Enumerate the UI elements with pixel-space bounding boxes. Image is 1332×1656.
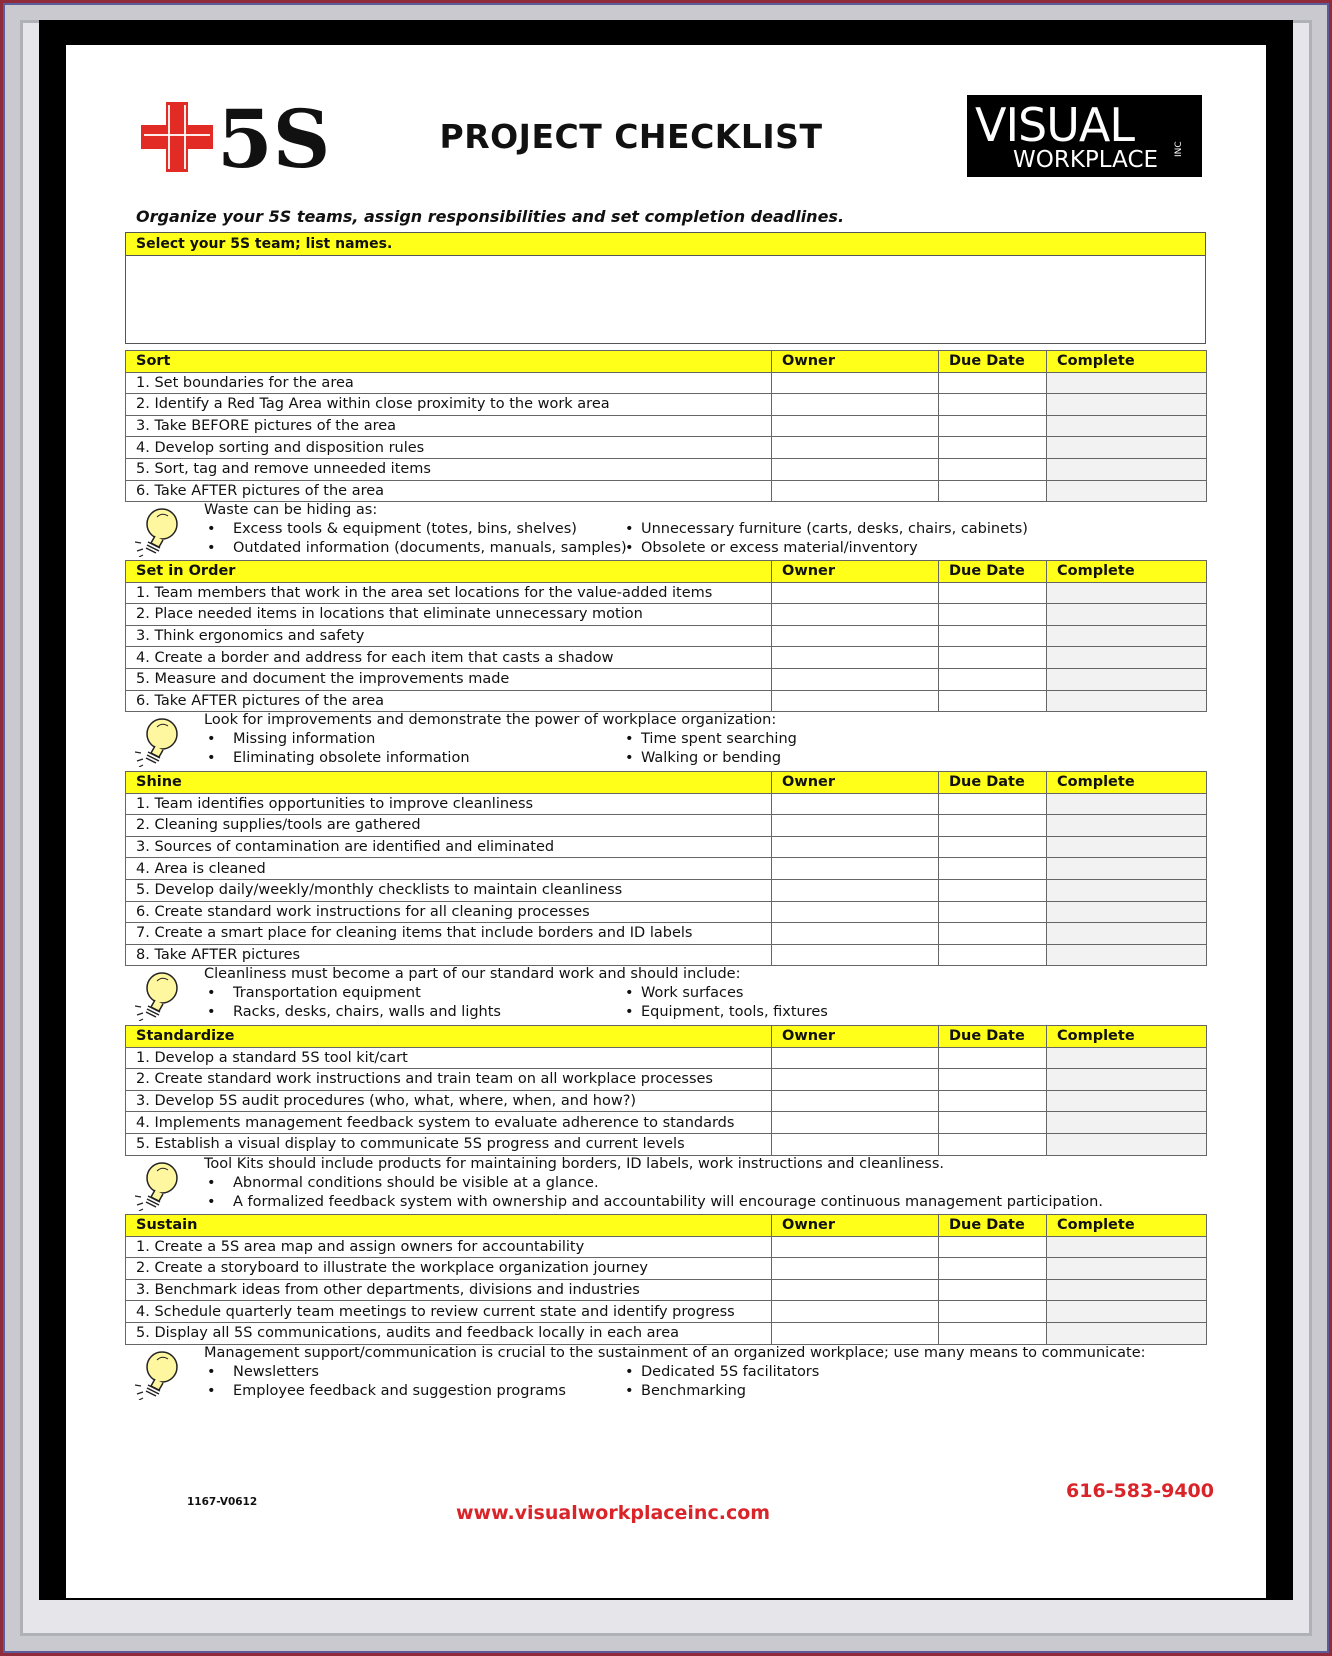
task-text: 5. Measure and document the improvements made xyxy=(126,668,772,690)
task-text: 2. Create a storyboard to illustrate the workplace organization journey xyxy=(126,1258,772,1280)
owner-column-header: Owner xyxy=(772,1026,939,1048)
complete-cell[interactable] xyxy=(1047,1279,1207,1301)
checklist-row xyxy=(126,372,1207,394)
complete-cell[interactable] xyxy=(1047,1112,1207,1134)
tip-list-right xyxy=(625,1363,819,1401)
lightbulb-icon xyxy=(135,1348,183,1400)
owner-cell[interactable] xyxy=(772,582,939,604)
red-cross-icon xyxy=(141,102,213,172)
task-text: 2. Create standard work instructions and train team on all workplace processes xyxy=(126,1069,772,1091)
due-date-column-header: Due Date xyxy=(939,561,1047,583)
complete-cell[interactable] xyxy=(1047,1236,1207,1258)
owner-cell[interactable] xyxy=(772,1069,939,1091)
task-text: 8. Take AFTER pictures xyxy=(126,944,772,966)
team-names-box[interactable] xyxy=(125,232,1206,344)
owner-cell[interactable] xyxy=(772,815,939,837)
complete-cell[interactable] xyxy=(1047,668,1207,690)
checklist-row xyxy=(126,815,1207,837)
complete-cell[interactable] xyxy=(1047,793,1207,815)
tip-list-right xyxy=(625,730,797,768)
lightbulb-icon xyxy=(135,505,183,557)
task-text: 3. Sources of contamination are identified and eliminated xyxy=(126,836,772,858)
owner-cell[interactable] xyxy=(772,1322,939,1344)
due-date-cell[interactable] xyxy=(939,879,1047,901)
task-text: 3. Develop 5S audit procedures (who, what, where, when, and how?) xyxy=(126,1090,772,1112)
complete-column-header: Complete xyxy=(1047,1026,1207,1048)
tip-list-right xyxy=(625,520,1028,558)
section-3 xyxy=(125,1025,1206,1218)
section-header-row xyxy=(126,772,1207,794)
checklist-row xyxy=(126,879,1207,901)
task-text: 4. Develop sorting and disposition rules xyxy=(126,437,772,459)
owner-cell[interactable] xyxy=(772,604,939,626)
lightbulb-icon xyxy=(135,715,183,767)
due-date-cell[interactable] xyxy=(939,415,1047,437)
checklist-row xyxy=(126,1279,1207,1301)
complete-column-header: Complete xyxy=(1047,1215,1207,1237)
complete-column-header: Complete xyxy=(1047,351,1207,373)
complete-cell[interactable] xyxy=(1047,604,1207,626)
complete-cell[interactable] xyxy=(1047,372,1207,394)
owner-cell[interactable] xyxy=(772,923,939,945)
due-date-column-header: Due Date xyxy=(939,1026,1047,1048)
task-text: 1. Create a 5S area map and assign owners for accountability xyxy=(126,1236,772,1258)
due-date-cell[interactable] xyxy=(939,858,1047,880)
tip-item: • Dedicated 5S facilitators xyxy=(625,1363,819,1382)
owner-cell[interactable] xyxy=(772,836,939,858)
task-text: 2. Identify a Red Tag Area within close proximity to the work area xyxy=(126,394,772,416)
task-text: 5. Display all 5S communications, audits and feedback locally in each area xyxy=(126,1322,772,1344)
tip-list-right xyxy=(625,984,828,1022)
checklist-row xyxy=(126,690,1207,712)
tip-list-left xyxy=(207,520,627,558)
complete-cell[interactable] xyxy=(1047,836,1207,858)
checklist-row xyxy=(126,582,1207,604)
checklist-row xyxy=(126,1133,1207,1155)
due-date-cell[interactable] xyxy=(939,944,1047,966)
tip-item: • Time spent searching xyxy=(625,730,797,749)
complete-cell[interactable] xyxy=(1047,458,1207,480)
checklist-table xyxy=(125,560,1207,712)
checklist-row xyxy=(126,1090,1207,1112)
section-0 xyxy=(125,350,1206,564)
document-title: PROJECT CHECKLIST xyxy=(439,117,823,156)
due-date-cell[interactable] xyxy=(939,582,1047,604)
checklist-row xyxy=(126,394,1207,416)
task-text: 5. Sort, tag and remove unneeded items xyxy=(126,458,772,480)
owner-cell[interactable] xyxy=(772,1236,939,1258)
due-date-cell[interactable] xyxy=(939,437,1047,459)
team-prompt: Select your 5S team; list names. xyxy=(126,233,1205,256)
tip-item: • Benchmarking xyxy=(625,1382,819,1401)
task-text: 2. Place needed items in locations that eliminate unnecessary motion xyxy=(126,604,772,626)
owner-cell[interactable] xyxy=(772,1279,939,1301)
document-page xyxy=(66,45,1266,1598)
tip-item: • Work surfaces xyxy=(625,984,828,1003)
section-2 xyxy=(125,771,1206,1028)
checklist-row xyxy=(126,458,1207,480)
task-text: 6. Create standard work instructions for all cleaning processes xyxy=(126,901,772,923)
due-date-cell[interactable] xyxy=(939,480,1047,502)
task-text: 4. Implements management feedback system to evaluate adherence to standards xyxy=(126,1112,772,1134)
owner-cell[interactable] xyxy=(772,437,939,459)
due-date-cell[interactable] xyxy=(939,1279,1047,1301)
task-text: 5. Establish a visual display to communicate 5S progress and current levels xyxy=(126,1133,772,1155)
tip-item: • Abnormal conditions should be visible at a glance. xyxy=(207,1174,1103,1193)
due-date-cell[interactable] xyxy=(939,372,1047,394)
checklist-row xyxy=(126,923,1207,945)
checklist-table xyxy=(125,1214,1207,1345)
owner-cell[interactable] xyxy=(772,690,939,712)
tip-item: • Employee feedback and suggestion programs xyxy=(207,1382,566,1401)
document-code: 1167-V0612 xyxy=(187,1496,258,1508)
tip-item: • A formalized feedback system with ownership and accountability will encourage continuous management participation. xyxy=(207,1193,1103,1212)
owner-cell[interactable] xyxy=(772,1133,939,1155)
due-date-cell[interactable] xyxy=(939,1112,1047,1134)
lightbulb-icon xyxy=(135,969,183,1021)
complete-cell[interactable] xyxy=(1047,415,1207,437)
owner-cell[interactable] xyxy=(772,415,939,437)
task-text: 7. Create a smart place for cleaning items that include borders and ID labels xyxy=(126,923,772,945)
tip-intro: Look for improvements and demonstrate the power of workplace organization: xyxy=(204,712,777,729)
task-text: 3. Benchmark ideas from other departments, divisions and industries xyxy=(126,1279,772,1301)
complete-cell[interactable] xyxy=(1047,923,1207,945)
task-text: 6. Take AFTER pictures of the area xyxy=(126,480,772,502)
tip-item: • Excess tools & equipment (totes, bins, shelves) xyxy=(207,520,627,539)
owner-cell[interactable] xyxy=(772,1301,939,1323)
tip-list-left xyxy=(207,730,470,768)
owner-cell[interactable] xyxy=(772,1258,939,1280)
owner-column-header: Owner xyxy=(772,1215,939,1237)
owner-cell[interactable] xyxy=(772,1112,939,1134)
owner-column-header: Owner xyxy=(772,772,939,794)
5s-logo xyxy=(141,97,331,177)
due-date-cell[interactable] xyxy=(939,1047,1047,1069)
tip-item: • Eliminating obsolete information xyxy=(207,749,470,768)
tip-intro: Tool Kits should include products for maintaining borders, ID labels, work instructions and cleanliness. xyxy=(204,1155,945,1172)
tip-intro: Cleanliness must become a part of our standard work and should include: xyxy=(204,966,741,983)
checklist-row xyxy=(126,437,1207,459)
due-date-cell[interactable] xyxy=(939,668,1047,690)
owner-cell[interactable] xyxy=(772,372,939,394)
tip-item: • Outdated information (documents, manuals, samples) xyxy=(207,539,627,558)
phone-number: 616-583-9400 xyxy=(1066,1480,1214,1502)
task-text: 4. Create a border and address for each item that casts a shadow xyxy=(126,647,772,669)
complete-cell[interactable] xyxy=(1047,1090,1207,1112)
owner-cell[interactable] xyxy=(772,793,939,815)
checklist-row xyxy=(126,858,1207,880)
section-title: Sort xyxy=(126,351,772,373)
checklist-row xyxy=(126,604,1207,626)
checklist-row xyxy=(126,647,1207,669)
checklist-row xyxy=(126,793,1207,815)
due-date-cell[interactable] xyxy=(939,1301,1047,1323)
complete-cell[interactable] xyxy=(1047,582,1207,604)
due-date-column-header: Due Date xyxy=(939,772,1047,794)
complete-cell[interactable] xyxy=(1047,944,1207,966)
task-text: 5. Develop daily/weekly/monthly checklists to maintain cleanliness xyxy=(126,879,772,901)
complete-cell[interactable] xyxy=(1047,1069,1207,1091)
due-date-cell[interactable] xyxy=(939,394,1047,416)
logo-5s-text: 5S xyxy=(217,97,331,177)
owner-cell[interactable] xyxy=(772,1047,939,1069)
complete-cell[interactable] xyxy=(1047,394,1207,416)
section-header-row xyxy=(126,351,1207,373)
tip-box xyxy=(125,502,1206,564)
website-link[interactable]: www.visualworkplaceinc.com xyxy=(456,1502,771,1524)
checklist-row xyxy=(126,1301,1207,1323)
complete-cell[interactable] xyxy=(1047,901,1207,923)
task-text: 3. Take BEFORE pictures of the area xyxy=(126,415,772,437)
tip-item: • Missing information xyxy=(207,730,470,749)
tip-item: • Unnecessary furniture (carts, desks, chairs, cabinets) xyxy=(625,520,1028,539)
due-date-cell[interactable] xyxy=(939,604,1047,626)
complete-cell[interactable] xyxy=(1047,1301,1207,1323)
owner-cell[interactable] xyxy=(772,879,939,901)
tip-list-left xyxy=(207,984,501,1022)
checklist-row xyxy=(126,415,1207,437)
section-1 xyxy=(125,560,1206,774)
owner-column-header: Owner xyxy=(772,351,939,373)
owner-cell[interactable] xyxy=(772,625,939,647)
brand-main-text: VISUAL xyxy=(975,98,1134,152)
complete-cell[interactable] xyxy=(1047,858,1207,880)
due-date-cell[interactable] xyxy=(939,625,1047,647)
owner-cell[interactable] xyxy=(772,394,939,416)
due-date-cell[interactable] xyxy=(939,836,1047,858)
task-text: 1. Set boundaries for the area xyxy=(126,372,772,394)
tip-list-left xyxy=(207,1174,1103,1212)
complete-cell[interactable] xyxy=(1047,437,1207,459)
tip-box xyxy=(125,1345,1206,1407)
owner-cell[interactable] xyxy=(772,901,939,923)
due-date-cell[interactable] xyxy=(939,1133,1047,1155)
due-date-cell[interactable] xyxy=(939,690,1047,712)
lightbulb-icon xyxy=(135,1159,183,1211)
task-text: 1. Team identifies opportunities to improve cleanliness xyxy=(126,793,772,815)
checklist-row xyxy=(126,1112,1207,1134)
section-4 xyxy=(125,1214,1206,1407)
checklist-row xyxy=(126,1069,1207,1091)
section-header-row xyxy=(126,1026,1207,1048)
owner-cell[interactable] xyxy=(772,858,939,880)
due-date-cell[interactable] xyxy=(939,1090,1047,1112)
tip-list-left xyxy=(207,1363,566,1401)
tip-box xyxy=(125,1156,1206,1218)
due-date-column-header: Due Date xyxy=(939,351,1047,373)
checklist-row xyxy=(126,480,1207,502)
due-date-cell[interactable] xyxy=(939,1069,1047,1091)
due-date-cell[interactable] xyxy=(939,1258,1047,1280)
checklist-row xyxy=(126,901,1207,923)
tip-item: • Equipment, tools, fixtures xyxy=(625,1003,828,1022)
checklist-table xyxy=(125,1025,1207,1156)
tip-item: • Walking or bending xyxy=(625,749,797,768)
tip-intro: Management support/communication is crucial to the sustainment of an organized workplace; use many means to communicate: xyxy=(204,1344,1146,1361)
tip-box xyxy=(125,712,1206,774)
owner-cell[interactable] xyxy=(772,1090,939,1112)
due-date-column-header: Due Date xyxy=(939,1215,1047,1237)
checklist-row xyxy=(126,836,1207,858)
brand-sub-text: WORKPLACE xyxy=(1013,147,1159,173)
task-text: 6. Take AFTER pictures of the area xyxy=(126,690,772,712)
checklist-table xyxy=(125,771,1207,966)
due-date-cell[interactable] xyxy=(939,1236,1047,1258)
complete-cell[interactable] xyxy=(1047,480,1207,502)
intro-text: Organize your 5S teams, assign responsibilities and set completion deadlines. xyxy=(136,207,845,226)
section-header-row xyxy=(126,1215,1207,1237)
checklist-row xyxy=(126,668,1207,690)
due-date-cell[interactable] xyxy=(939,647,1047,669)
complete-cell[interactable] xyxy=(1047,1047,1207,1069)
visual-workplace-logo xyxy=(967,95,1202,177)
tip-item: • Racks, desks, chairs, walls and lights xyxy=(207,1003,501,1022)
task-text: 3. Think ergonomics and safety xyxy=(126,625,772,647)
owner-cell[interactable] xyxy=(772,944,939,966)
checklist-row xyxy=(126,1047,1207,1069)
task-text: 1. Develop a standard 5S tool kit/cart xyxy=(126,1047,772,1069)
due-date-cell[interactable] xyxy=(939,901,1047,923)
complete-cell[interactable] xyxy=(1047,815,1207,837)
owner-cell[interactable] xyxy=(772,480,939,502)
brand-inc-text: INC xyxy=(1174,141,1184,157)
owner-cell[interactable] xyxy=(772,458,939,480)
complete-column-header: Complete xyxy=(1047,561,1207,583)
owner-column-header: Owner xyxy=(772,561,939,583)
due-date-cell[interactable] xyxy=(939,1322,1047,1344)
section-title: Shine xyxy=(126,772,772,794)
complete-cell[interactable] xyxy=(1047,690,1207,712)
section-title: Set in Order xyxy=(126,561,772,583)
due-date-cell[interactable] xyxy=(939,815,1047,837)
section-header-row xyxy=(126,561,1207,583)
complete-cell[interactable] xyxy=(1047,879,1207,901)
checklist-row xyxy=(126,1322,1207,1344)
complete-column-header: Complete xyxy=(1047,772,1207,794)
complete-cell[interactable] xyxy=(1047,1258,1207,1280)
tip-item: • Newsletters xyxy=(207,1363,566,1382)
task-text: 2. Cleaning supplies/tools are gathered xyxy=(126,815,772,837)
checklist-row xyxy=(126,1236,1207,1258)
due-date-cell[interactable] xyxy=(939,458,1047,480)
checklist-row xyxy=(126,625,1207,647)
task-text: 4. Area is cleaned xyxy=(126,858,772,880)
tip-item: • Transportation equipment xyxy=(207,984,501,1003)
complete-cell[interactable] xyxy=(1047,625,1207,647)
tip-item: • Obsolete or excess material/inventory xyxy=(625,539,1028,558)
due-date-cell[interactable] xyxy=(939,793,1047,815)
section-title: Sustain xyxy=(126,1215,772,1237)
tip-box xyxy=(125,966,1206,1028)
checklist-table xyxy=(125,350,1207,502)
tip-intro: Waste can be hiding as: xyxy=(204,502,378,519)
complete-cell[interactable] xyxy=(1047,647,1207,669)
due-date-cell[interactable] xyxy=(939,923,1047,945)
owner-cell[interactable] xyxy=(772,668,939,690)
complete-cell[interactable] xyxy=(1047,1322,1207,1344)
complete-cell[interactable] xyxy=(1047,1133,1207,1155)
task-text: 4. Schedule quarterly team meetings to review current state and identify progress xyxy=(126,1301,772,1323)
owner-cell[interactable] xyxy=(772,647,939,669)
checklist-row xyxy=(126,1258,1207,1280)
checklist-row xyxy=(126,944,1207,966)
section-title: Standardize xyxy=(126,1026,772,1048)
task-text: 1. Team members that work in the area set locations for the value-added items xyxy=(126,582,772,604)
